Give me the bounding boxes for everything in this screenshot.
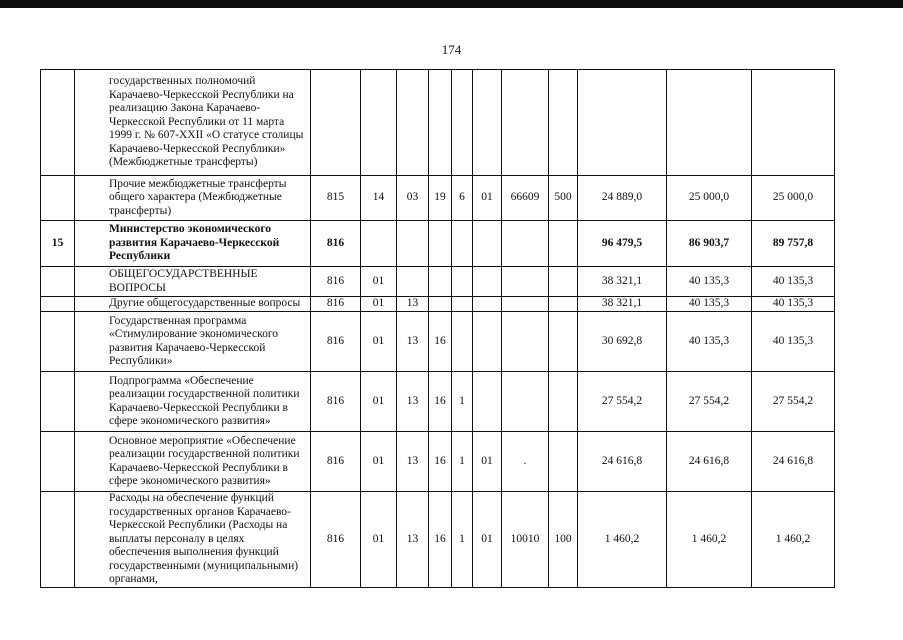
code-rz [361, 221, 397, 267]
code-direction [502, 267, 549, 297]
table-row [41, 312, 835, 372]
amount-year-2 [667, 70, 752, 176]
code-expense-type: 500 [549, 176, 578, 221]
code-ved: 816 [311, 312, 361, 372]
amount-year-3: 40 135,3 [752, 312, 835, 372]
table-row [41, 70, 835, 176]
amount-year-2: 25 000,0 [667, 176, 752, 221]
code-event [473, 297, 502, 312]
row-number [41, 70, 75, 176]
amount-year-2: 1 460,2 [667, 492, 752, 588]
code-rz: 01 [361, 267, 397, 297]
amount-year-2: 27 554,2 [667, 372, 752, 432]
code-pr: 03 [397, 176, 429, 221]
code-pr: 13 [397, 372, 429, 432]
amount-year-2: 40 135,3 [667, 312, 752, 372]
code-pr: 13 [397, 432, 429, 492]
code-expense-type [549, 267, 578, 297]
code-program [429, 297, 452, 312]
code-subprogram: 1 [452, 372, 473, 432]
table-row [41, 176, 835, 221]
row-number [41, 267, 75, 297]
amount-year-2: 40 135,3 [667, 297, 752, 312]
code-pr [397, 267, 429, 297]
budget-table [40, 69, 835, 588]
code-ved: 816 [311, 492, 361, 588]
code-subprogram: 1 [452, 432, 473, 492]
code-ved: 816 [311, 221, 361, 267]
table-row [41, 267, 835, 297]
code-program [429, 70, 452, 176]
code-event: 01 [473, 492, 502, 588]
amount-year-3: 1 460,2 [752, 492, 835, 588]
code-subprogram [452, 221, 473, 267]
code-event [473, 70, 502, 176]
table-row [41, 432, 835, 492]
code-pr [397, 70, 429, 176]
amount-year-1: 24 889,0 [578, 176, 667, 221]
amount-year-3: 40 135,3 [752, 267, 835, 297]
row-name: Министерство экономического развития Карачаево-Черкесской Республики [75, 221, 311, 267]
code-rz [361, 70, 397, 176]
code-event [473, 372, 502, 432]
table-row [41, 372, 835, 432]
row-name: Государственная программа «Стимулирование экономического развития Карачаево-Черкесской Республики» [75, 312, 311, 372]
table-row [41, 221, 835, 267]
code-subprogram [452, 297, 473, 312]
code-expense-type [549, 70, 578, 176]
code-program: 16 [429, 492, 452, 588]
amount-year-1: 1 460,2 [578, 492, 667, 588]
code-ved: 816 [311, 297, 361, 312]
code-direction: 66609 [502, 176, 549, 221]
code-expense-type [549, 221, 578, 267]
code-ved [311, 70, 361, 176]
code-direction: . [502, 432, 549, 492]
code-ved: 816 [311, 267, 361, 297]
code-rz: 14 [361, 176, 397, 221]
code-direction [502, 297, 549, 312]
row-number [41, 432, 75, 492]
code-subprogram: 6 [452, 176, 473, 221]
row-number [41, 492, 75, 588]
code-event: 01 [473, 432, 502, 492]
code-program: 19 [429, 176, 452, 221]
amount-year-1: 96 479,5 [578, 221, 667, 267]
code-subprogram: 1 [452, 492, 473, 588]
code-rz: 01 [361, 297, 397, 312]
code-rz: 01 [361, 492, 397, 588]
code-program [429, 221, 452, 267]
code-direction [502, 70, 549, 176]
amount-year-3: 24 616,8 [752, 432, 835, 492]
amount-year-2: 24 616,8 [667, 432, 752, 492]
amount-year-1: 38 321,1 [578, 267, 667, 297]
code-program: 16 [429, 432, 452, 492]
amount-year-1: 38 321,1 [578, 297, 667, 312]
table-row [41, 492, 835, 588]
code-rz: 01 [361, 372, 397, 432]
code-pr: 13 [397, 312, 429, 372]
code-subprogram [452, 267, 473, 297]
amount-year-3: 40 135,3 [752, 297, 835, 312]
row-number [41, 372, 75, 432]
code-direction [502, 372, 549, 432]
code-program: 16 [429, 372, 452, 432]
code-expense-type [549, 297, 578, 312]
page-number: 174 [441, 42, 462, 57]
code-program [429, 267, 452, 297]
amount-year-1: 30 692,8 [578, 312, 667, 372]
row-name: ОБЩЕГОСУДАРСТВЕННЫЕ ВОПРОСЫ [75, 267, 311, 297]
row-name: Основное мероприятие «Обеспечение реализации государственной политики Карачаево-Черкесской Республики в сфере экономического развития» [75, 432, 311, 492]
code-rz: 01 [361, 432, 397, 492]
amount-year-2: 86 903,7 [667, 221, 752, 267]
row-name: Подпрограмма «Обеспечение реализации государственной политики Карачаево-Черкесской Республики в сфере экономического развития» [75, 372, 311, 432]
amount-year-2: 40 135,3 [667, 267, 752, 297]
amount-year-1: 27 554,2 [578, 372, 667, 432]
code-pr: 13 [397, 492, 429, 588]
row-number [41, 297, 75, 312]
amount-year-3: 25 000,0 [752, 176, 835, 221]
code-event: 01 [473, 176, 502, 221]
row-name: государственных полномочий Карачаево-Черкесской Республики на реализацию Закона Карачаево-Черкесской Республики от 11 марта 1999 г. № 607-XXII «О статусе столицы Карачаево-Черкесской Республики» (Межбюджетные трансферты) [75, 70, 311, 176]
code-ved: 816 [311, 372, 361, 432]
amount-year-3: 27 554,2 [752, 372, 835, 432]
row-name: Другие общегосударственные вопросы [75, 297, 311, 312]
code-direction [502, 312, 549, 372]
code-ved: 816 [311, 432, 361, 492]
code-rz: 01 [361, 312, 397, 372]
code-direction: 10010 [502, 492, 549, 588]
table-body [41, 70, 835, 588]
code-pr: 13 [397, 297, 429, 312]
amount-year-3: 89 757,8 [752, 221, 835, 267]
row-name: Прочие межбюджетные трансферты общего характера (Межбюджетные трансферты) [75, 176, 311, 221]
amount-year-3 [752, 70, 835, 176]
code-expense-type [549, 372, 578, 432]
table-row [41, 297, 835, 312]
code-pr [397, 221, 429, 267]
code-expense-type [549, 432, 578, 492]
code-event [473, 312, 502, 372]
code-event [473, 267, 502, 297]
row-number [41, 176, 75, 221]
row-name: Расходы на обеспечение функций государственных органов Карачаево-Черкесской Республики (Расходы на выплаты персоналу в целях обеспечения выполнения функций государственными (муниципальными) органами, [75, 492, 311, 588]
code-event [473, 221, 502, 267]
row-number [41, 312, 75, 372]
scan-top-edge [0, 0, 903, 8]
code-subprogram [452, 312, 473, 372]
row-number: 15 [41, 221, 75, 267]
code-expense-type: 100 [549, 492, 578, 588]
code-subprogram [452, 70, 473, 176]
code-expense-type [549, 312, 578, 372]
code-direction [502, 221, 549, 267]
code-program: 16 [429, 312, 452, 372]
amount-year-1: 24 616,8 [578, 432, 667, 492]
amount-year-1 [578, 70, 667, 176]
code-ved: 815 [311, 176, 361, 221]
